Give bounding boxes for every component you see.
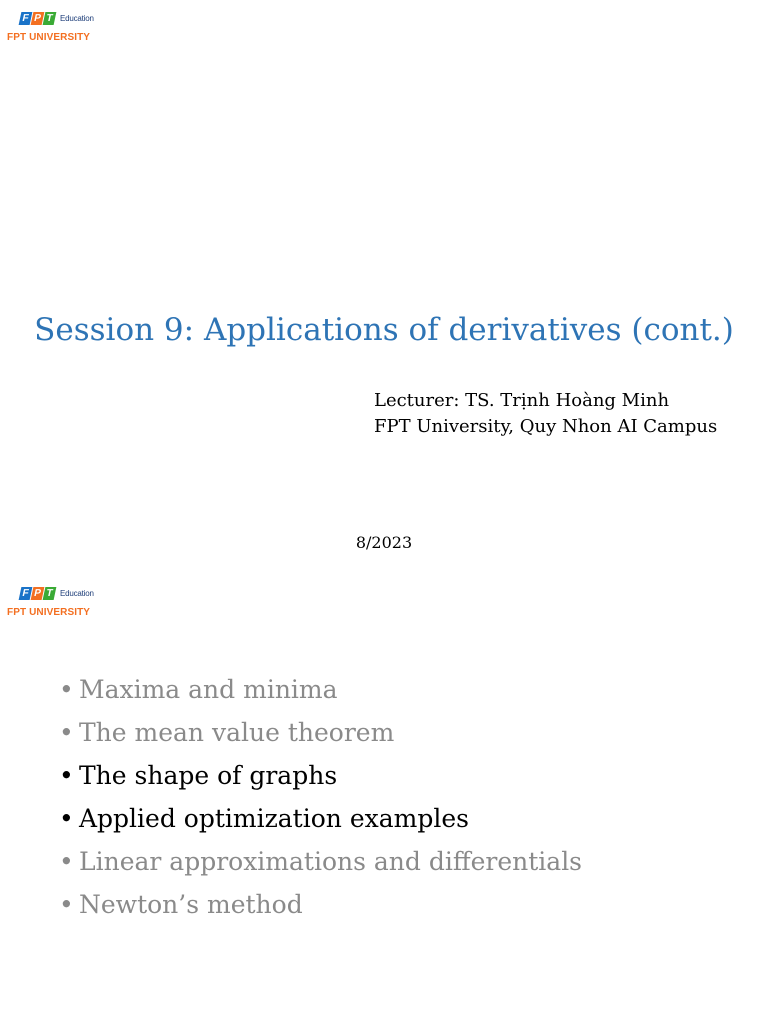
outline-item-label: The shape of graphs xyxy=(79,761,338,790)
lecturer-affiliation: FPT University, Quy Nhon AI Campus xyxy=(374,416,718,437)
outline-item-label: Linear approximations and differentials xyxy=(79,847,583,876)
logo-university-text: FPT UNIVERSITY xyxy=(7,32,91,43)
outline-item-label: Maxima and minima xyxy=(79,675,338,704)
outline-item xyxy=(59,883,582,926)
bullet-icon: • xyxy=(59,718,74,747)
logo-education-text: Education xyxy=(60,14,94,23)
outline-item-label: Newton’s method xyxy=(79,890,303,919)
logo-letter-p: P xyxy=(31,12,45,25)
outline-slide xyxy=(0,576,768,1024)
logo-education-text: Education xyxy=(60,589,94,598)
bullet-icon: • xyxy=(59,804,74,833)
bullet-icon: • xyxy=(59,675,74,704)
outline-item-label: The mean value theorem xyxy=(79,718,395,747)
outline-item xyxy=(59,797,582,840)
bullet-icon: • xyxy=(59,761,74,790)
fpt-logo xyxy=(6,583,106,623)
logo-letter-f: F xyxy=(19,12,33,25)
outline-list xyxy=(59,668,582,926)
bullet-icon: • xyxy=(59,890,74,919)
outline-item-label: Applied optimization examples xyxy=(79,804,469,833)
outline-item xyxy=(59,840,582,883)
slide-title: Session 9: Applications of derivatives (cont.) xyxy=(34,312,734,348)
logo-university-text: FPT UNIVERSITY xyxy=(7,607,91,618)
slide-date: 8/2023 xyxy=(355,533,413,552)
lecturer-name: Lecturer: TS. Trịnh Hoàng Minh xyxy=(374,390,670,411)
fpt-logo xyxy=(6,8,106,48)
bullet-icon: • xyxy=(59,847,74,876)
logo-letter-t: T xyxy=(43,12,57,25)
logo-letter-p: P xyxy=(31,587,45,600)
outline-item xyxy=(59,711,582,754)
fpt-logo-mark xyxy=(20,587,55,600)
lecturer-block xyxy=(374,388,717,440)
fpt-logo-mark xyxy=(20,12,55,25)
logo-letter-t: T xyxy=(43,587,57,600)
logo-letter-f: F xyxy=(19,587,33,600)
outline-item xyxy=(59,754,582,797)
outline-item xyxy=(59,668,582,711)
